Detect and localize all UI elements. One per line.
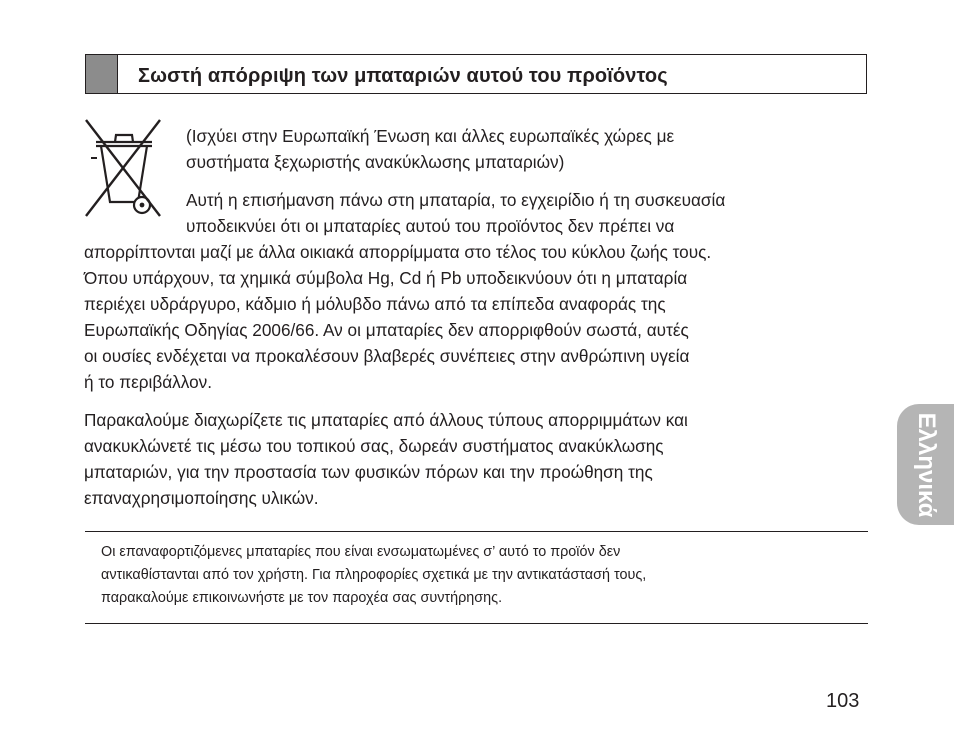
note-bottom-divider <box>85 623 868 624</box>
body-line-8: ή το περιβάλλον. <box>84 372 213 392</box>
paragraph2-line-1: Παρακαλούμε διαχωρίζετε τις μπαταρίες από άλλους τύπους απορριμμάτων και <box>84 410 688 430</box>
section-heading: Σωστή απόρριψη των μπαταριών αυτού του προϊόντος <box>138 65 668 87</box>
section-heading-box <box>85 54 867 94</box>
paragraph2-line-4: επαναχρησιμοποίησης υλικών. <box>84 488 319 508</box>
body-line-4: Όπου υπάρχουν, τα χημικά σύμβολα Hg, Cd ή Pb υποδεικνύουν ότι η μπαταρία <box>84 268 688 288</box>
note-line-1: Οι επαναφορτιζόμενες μπαταρίες που είναι ενσωματωμένες σ’ αυτό το προϊόν δεν <box>101 544 621 560</box>
language-side-tab <box>897 404 954 525</box>
note-line-2: αντικαθίστανται από τον χρήστη. Για πληροφορίες σχετικά με την αντικατάστασή τους, <box>101 567 647 583</box>
page-number: 103 <box>826 690 860 712</box>
heading-marker <box>86 55 118 93</box>
note-line-3: παρακαλούμε επικοινωνήστε με τον παροχέα σας συντήρησης. <box>101 590 503 606</box>
body-line-7: οι ουσίες ενδέχεται να προκαλέσουν βλαβερές συνέπειες στην ανθρώπινη υγεία <box>84 346 690 366</box>
body-line-5: περιέχει υδράργυρο, κάδμιο ή μόλυβδο πάνω από τα επίπεδα αναφοράς της <box>84 294 666 314</box>
paragraph2-line-2: ανακυκλώνετέ τις μέσω του τοπικού σας, δωρεάν συστήματος ανακύκλωσης <box>84 436 664 456</box>
body-line-6: Ευρωπαϊκής Οδηγίας 2006/66. Αν οι μπαταρίες δεν απορριφθούν σωστά, αυτές <box>84 320 689 340</box>
body-line-3: απορρίπτονται μαζί με άλλα οικιακά απορρίμματα στο τέλος του κύκλου ζωής τους. <box>84 242 712 262</box>
note-top-divider <box>85 531 868 532</box>
body-line-2: υποδεικνύει ότι οι μπαταρίες αυτού του προϊόντος δεν πρέπει να <box>186 216 675 236</box>
language-side-tab-label: Ελληνικά <box>912 412 940 517</box>
crossed-out-wheeled-bin-icon <box>85 118 161 218</box>
paragraph2-line-3: μπαταριών, για την προστασία των φυσικών πόρων και την προώθηση της <box>84 462 653 482</box>
body-line-1: Αυτή η επισήμανση πάνω στη μπαταρία, το εγχειρίδιο ή τη συσκευασία <box>186 190 726 210</box>
intro-line-1: (Ισχύει στην Ευρωπαϊκή Ένωση και άλλες ευρωπαϊκές χώρες με <box>186 126 675 146</box>
intro-line-2: συστήματα ξεχωριστής ανακύκλωσης μπαταριών) <box>186 152 565 172</box>
